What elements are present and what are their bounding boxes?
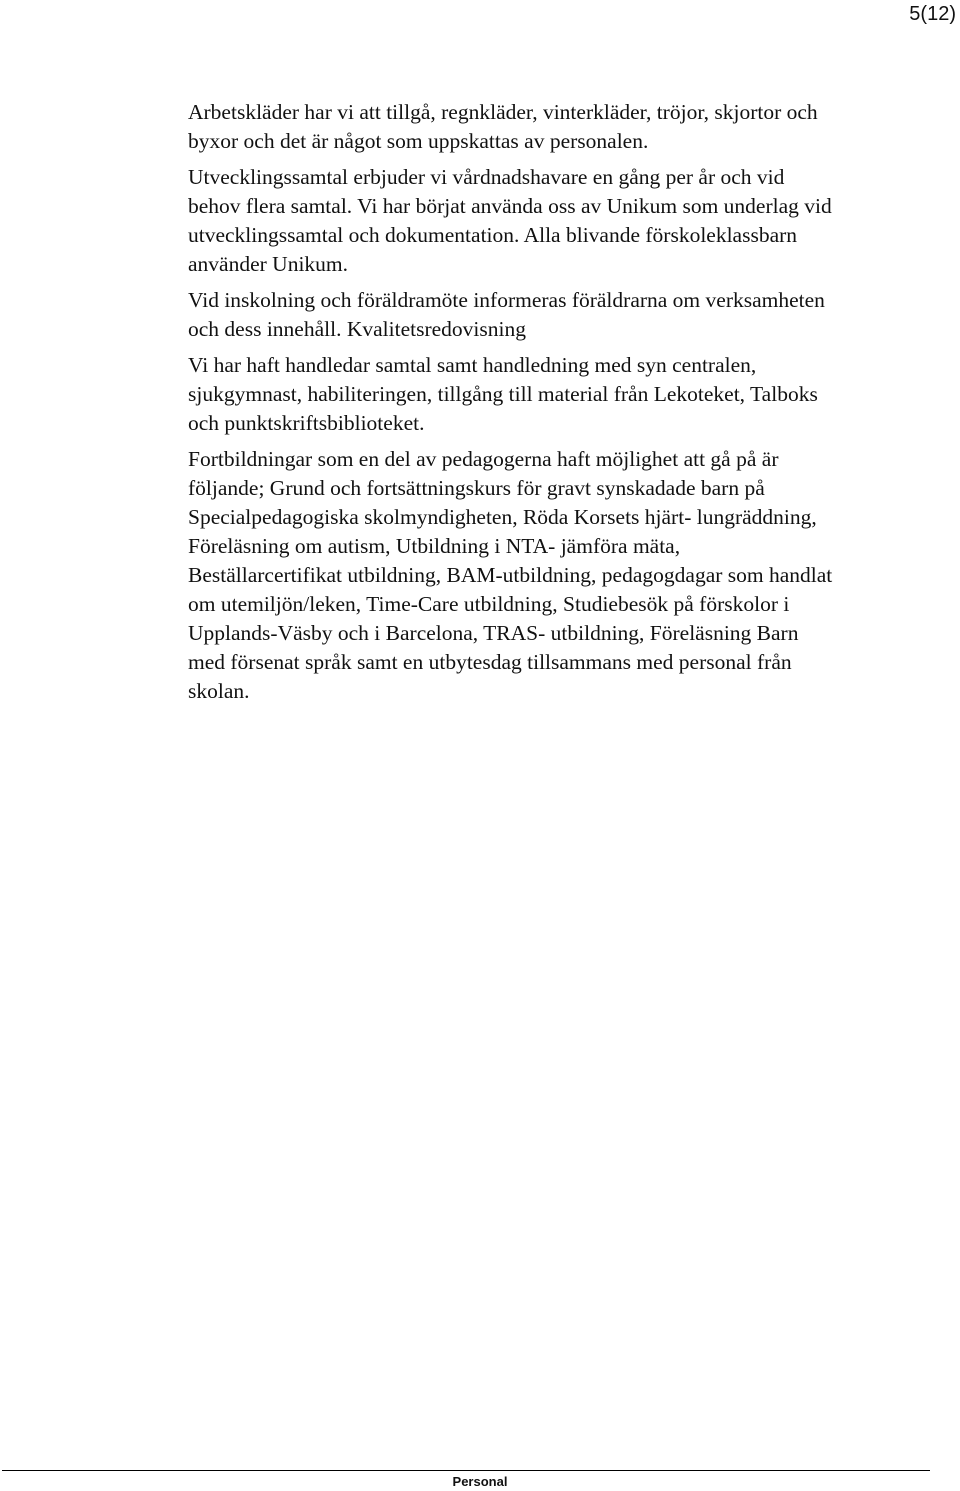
text-line: Föreläsning om autism, Utbildning i NTA- jämföra mäta, bbox=[188, 534, 681, 558]
text-line: och punktskriftsbiblioteket. bbox=[188, 411, 425, 435]
text-line: om utemiljön/leken, Time-Care utbildning, Studiebesök på förskolor i bbox=[188, 592, 790, 616]
text-line: med försenat språk samt en utbytesdag tillsammans med personal från bbox=[188, 650, 792, 674]
text-line: följande; Grund och fortsättningskurs för gravt synskadade barn på bbox=[188, 476, 765, 500]
text-line: Utvecklingssamtal erbjuder vi vårdnadshavare en gång per år och vid bbox=[188, 165, 785, 189]
text-line: använder Unikum. bbox=[188, 252, 349, 276]
footer-label: Personal bbox=[452, 1474, 508, 1489]
text-line: Vid inskolning och föräldramöte informeras föräldrarna om verksamheten bbox=[188, 288, 825, 312]
text-line: byxor och det är något som uppskattas av personalen. bbox=[188, 129, 649, 153]
text-line: Fortbildningar som en del av pedagogerna haft möjlighet att gå på är bbox=[188, 447, 779, 471]
text-line: Arbetskläder har vi att tillgå, regnkläder, vinterkläder, tröjor, skjortor och bbox=[188, 100, 818, 124]
text-line: Specialpedagogiska skolmyndigheten, Röda Korsets hjärt- lungräddning, bbox=[188, 505, 817, 529]
document-body bbox=[188, 98, 948, 706]
text-line: skolan. bbox=[188, 679, 250, 703]
page-number: 5(12) bbox=[909, 3, 956, 25]
text-line: utvecklingssamtal och dokumentation. Alla blivande förskoleklassbarn bbox=[188, 223, 798, 247]
text-line: sjukgymnast, habiliteringen, tillgång till material från Lekoteket, Talboks bbox=[188, 382, 818, 406]
footer-divider bbox=[2, 1470, 930, 1471]
text-line: Upplands-Väsby och i Barcelona, TRAS- utbildning, Föreläsning Barn bbox=[188, 621, 799, 645]
text-line: Beställarcertifikat utbildning, BAM-utbildning, pedagogdagar som handlat bbox=[188, 563, 833, 587]
text-line: och dess innehåll. Kvalitetsredovisning bbox=[188, 317, 526, 341]
text-line: behov flera samtal. Vi har börjat använda oss av Unikum som underlag vid bbox=[188, 194, 832, 218]
text-line: Vi har haft handledar samtal samt handledning med syn centralen, bbox=[188, 353, 757, 377]
